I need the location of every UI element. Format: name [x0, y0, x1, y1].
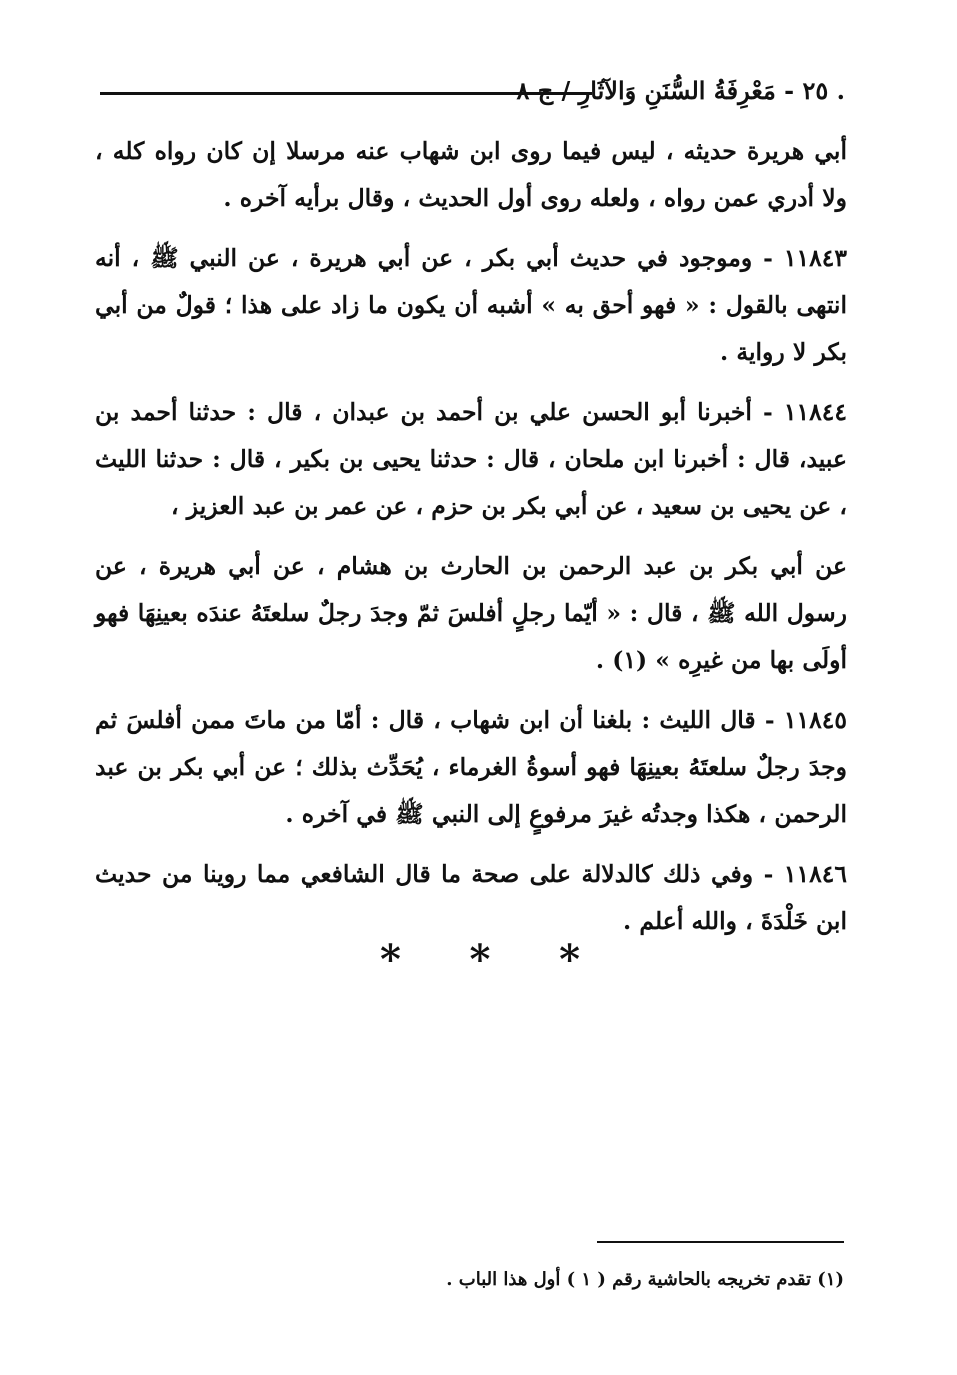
paragraph-11844 [95, 389, 847, 530]
paragraph-text: - وموجود في حديث أبي بكر ، عن أبي هريرة ، عن النبي ﷺ ، أنه انتهى بالقول : « فهو أحق به » أشبه أن يكون ما زاد على هذا ؛ قولٌ من أبي بكر لا رواية . [95, 244, 847, 366]
paragraph-continuation [95, 128, 847, 222]
header-rule [100, 92, 592, 95]
paragraph-text: أبي هريرة حديثه ، ليس فيما روى ابن شهاب عنه مرسلا إن كان رواه كله ، ولا أدري عمن رواه ، ولعله روى أول الحديث ، وقال برأيه آخره . [95, 137, 847, 212]
running-header [100, 70, 845, 110]
paragraph-number: ١١٨٤٦ [783, 860, 847, 888]
paragraph-text: - قال الليث : بلغنا أن ابن شهاب ، قال : أمّا من ماتَ ممن أفلسَ ثم وجدَ رجلٌ سلعتَهُ بعينِهَا فهو أسوةُ الغرماء ، يُحَدِّث بذلك ؛ عن أبي بكر بن عبد الرحمن ، هكذا وجدتُه غيرَ مرفوعٍ إلى النبي ﷺ في آخره . [95, 706, 847, 828]
body-text [95, 128, 847, 958]
paragraph-text: عن أبي بكر بن عبد الرحمن بن الحارث بن هشام ، عن أبي هريرة ، عن رسول الله ﷺ ، قال : « أيّما رجلٍ أفلسَ ثمّ وجدَ رجلٌ سلعتَهُ عندَه بعينِهَا فهو أولَى بها من غيرِه » (١) . [95, 552, 847, 674]
section-separator [380, 936, 580, 983]
paragraph-number: ١١٨٤٤ [783, 398, 847, 426]
paragraph-text: - وفي ذلك كالدلالة على صحة ما قال الشافعي مما روينا من حديث ابن خَلْدَةَ ، والله أعلم . [95, 860, 847, 935]
asterisk-icon: * [380, 936, 401, 983]
paragraph-number: ١١٨٤٣ [783, 244, 847, 272]
paragraph-text: - أخبرنا أبو الحسن علي بن أحمد بن عبدان ، قال : حدثنا أحمد بن عبيد، قال : أخبرنا ابن ملحان ، قال : حدثنا يحيى بن بكير ، قال : حدثنا الليث ، عن يحيى بن سعيد ، عن أبي بكر بن حزم ، عن عمر بن عبد العزيز ، [95, 398, 847, 520]
paragraph-11845 [95, 697, 847, 838]
footnote: (١) تقدم تخريجه بالحاشية رقم ( ١ ) أول هذا الباب . [446, 1269, 844, 1290]
running-title: . ٢٥ - مَعْرِفَةُ السُّنَنِ وَالآثَارِ / ج ٨ [516, 76, 845, 105]
paragraph-isnad-continuation [95, 543, 847, 684]
asterisk-icon: * [559, 936, 580, 983]
asterisk-icon: * [469, 936, 491, 983]
paragraph-11843 [95, 235, 847, 376]
footnote-rule [597, 1241, 844, 1243]
paragraph-number: ١١٨٤٥ [783, 706, 847, 734]
paragraph-11846 [95, 851, 847, 945]
